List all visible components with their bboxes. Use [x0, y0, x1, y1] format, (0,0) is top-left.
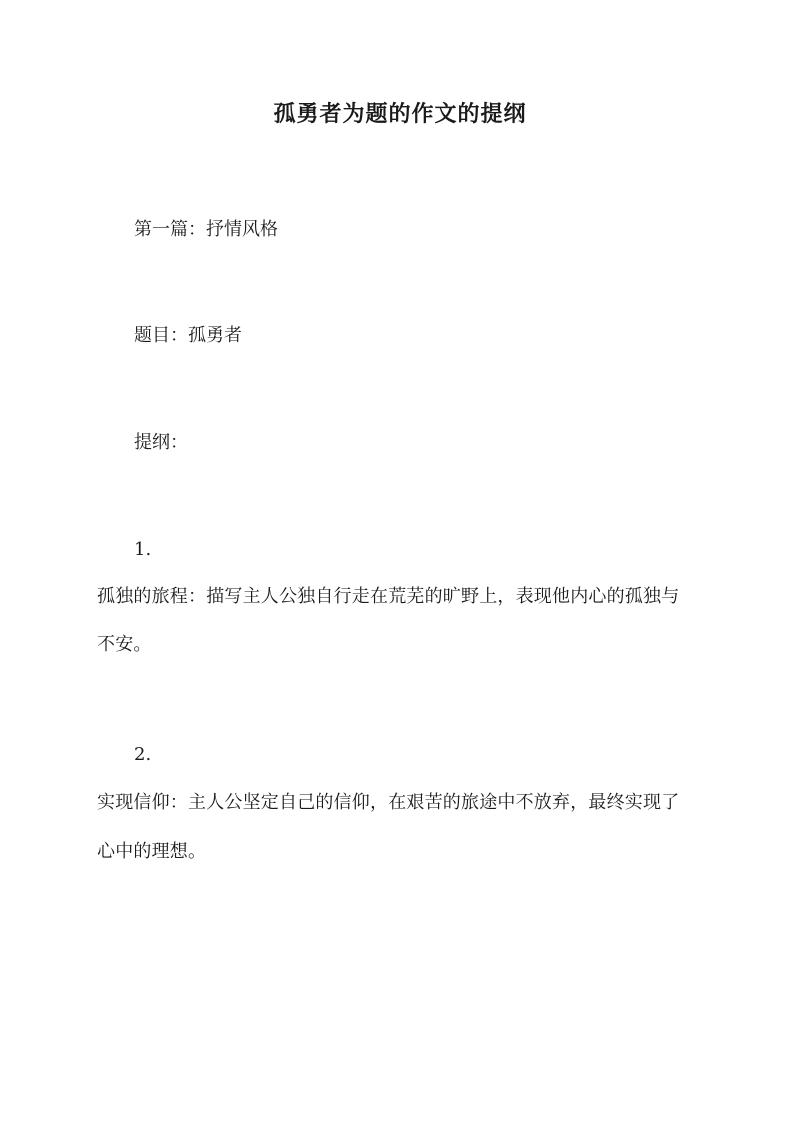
topic-line: 题目：孤勇者 — [134, 325, 242, 346]
section-heading: 第一篇：抒情风格 — [134, 219, 278, 240]
outline-item-text-line: 心中的理想。 — [97, 841, 207, 862]
outline-item-number: 2. — [134, 744, 152, 765]
outline-label: 提纲： — [134, 432, 188, 453]
outline-item-text-line: 实现信仰：主人公坚定自己的信仰，在艰苦的旅途中不放弃，最终实现了 — [97, 792, 680, 813]
document-title: 孤勇者为题的作文的提纲 — [273, 101, 527, 127]
outline-item-text-line: 孤独的旅程：描写主人公独自行走在荒芜的旷野上，表现他内心的孤独与 — [97, 586, 680, 607]
outline-item-number: 1. — [134, 539, 152, 560]
outline-item-text-line: 不安。 — [97, 634, 152, 655]
